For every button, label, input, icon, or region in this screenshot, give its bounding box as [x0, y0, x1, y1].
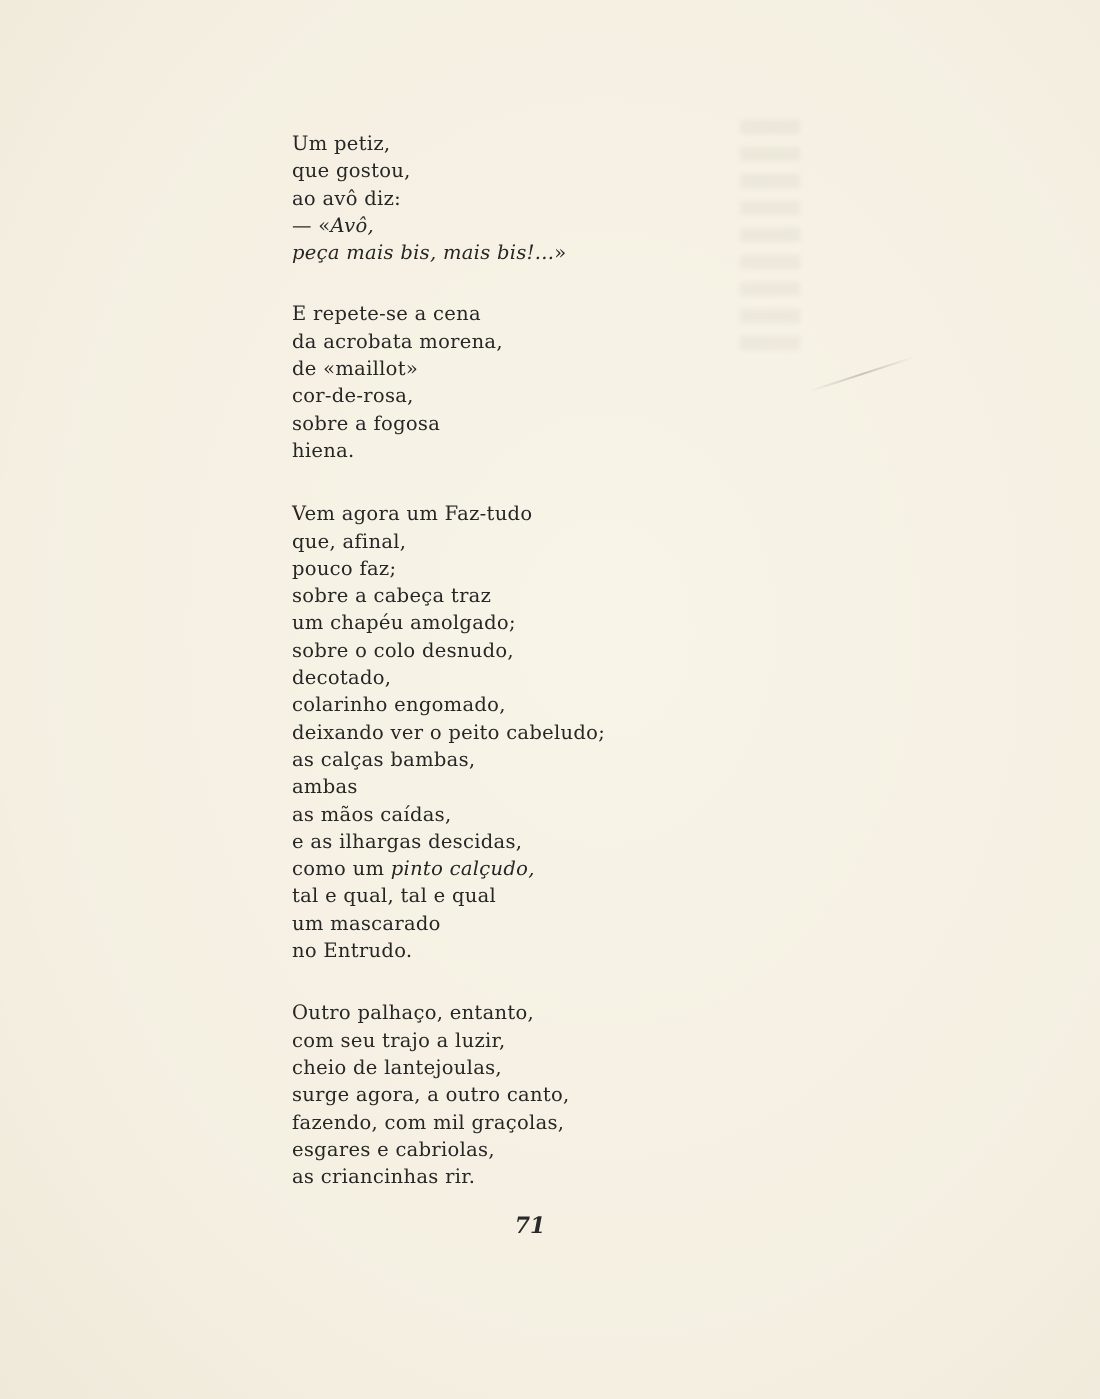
line-text: colarinho engomado,	[292, 693, 506, 717]
poem-line	[292, 1081, 912, 1108]
stanza	[292, 500, 912, 964]
poem-line	[292, 719, 912, 746]
stanza-gap	[292, 266, 912, 300]
line-text: tal e qual, tal e qual	[292, 884, 497, 908]
poem-line	[292, 664, 912, 691]
line-text: um mascarado	[292, 911, 441, 935]
line-text: — «	[292, 213, 331, 237]
poem-line	[292, 239, 912, 266]
line-text: um chapéu amolgado;	[292, 611, 516, 635]
line-text: E repete-se a cena	[292, 302, 481, 326]
poem-line	[292, 1027, 912, 1054]
poem-line	[292, 910, 912, 937]
line-text: cheio de lantejoulas,	[292, 1055, 502, 1079]
poem-line	[292, 355, 912, 382]
stanza	[292, 300, 912, 464]
line-text: no Entrudo.	[292, 939, 413, 963]
italic-text: Avô,	[330, 213, 374, 237]
poem-line	[292, 300, 912, 327]
poem-line	[292, 528, 912, 555]
line-text: e as ilhargas descidas,	[292, 829, 523, 853]
poem-line	[292, 999, 912, 1026]
poem-line	[292, 582, 912, 609]
poem-line	[292, 328, 912, 355]
poem-line	[292, 185, 912, 212]
italic-text: peça mais bis, mais bis!...	[292, 241, 555, 265]
poem-line	[292, 410, 912, 437]
line-text: pouco faz;	[292, 556, 397, 580]
line-text: ao avô diz:	[292, 186, 402, 210]
poem-line	[292, 157, 912, 184]
poem-line	[292, 555, 912, 582]
poem-line	[292, 691, 912, 718]
poem-line	[292, 773, 912, 800]
poem-line	[292, 212, 912, 239]
line-text: que, afinal,	[292, 529, 407, 553]
poem-line	[292, 1109, 912, 1136]
poem-line	[292, 855, 912, 882]
line-text: sobre a cabeça traz	[292, 584, 492, 608]
line-text: Outro palhaço, entanto,	[292, 1001, 535, 1025]
poem-line	[292, 609, 912, 636]
line-text: cor-de-rosa,	[292, 384, 414, 408]
poem-line	[292, 1136, 912, 1163]
poem-line	[292, 437, 912, 464]
line-text: como um	[292, 857, 391, 881]
line-text: de «maillot»	[292, 357, 419, 381]
line-text: Vem agora um Faz-tudo	[292, 502, 533, 526]
poem-line	[292, 1054, 912, 1081]
stanza-gap	[292, 464, 912, 500]
line-text: sobre a fogosa	[292, 411, 441, 435]
stanza-gap	[292, 964, 912, 999]
line-text: com seu trajo a luzir,	[292, 1028, 506, 1052]
line-text: esgares e cabriolas,	[292, 1137, 495, 1161]
poem-line	[292, 937, 912, 964]
italic-text: pinto calçudo,	[390, 857, 535, 881]
poem-line	[292, 130, 912, 157]
line-text: sobre o colo desnudo,	[292, 638, 514, 662]
poem-line	[292, 746, 912, 773]
stanza	[292, 130, 912, 266]
line-text: deixando ver o peito cabeludo;	[292, 720, 606, 744]
line-text: que gostou,	[292, 159, 411, 183]
poem-line	[292, 828, 912, 855]
poem-line	[292, 500, 912, 527]
poem-body	[292, 130, 912, 1190]
line-text: as criancinhas rir.	[292, 1165, 476, 1189]
line-text: hiena.	[292, 438, 355, 462]
line-text: da acrobata morena,	[292, 329, 503, 353]
line-text: ambas	[292, 775, 358, 799]
line-text: surge agora, a outro canto,	[292, 1083, 570, 1107]
poem-line	[292, 637, 912, 664]
line-text: »	[554, 241, 567, 265]
line-text: decotado,	[292, 666, 392, 690]
poem-line	[292, 1163, 912, 1190]
line-text: fazendo, com mil graçolas,	[292, 1110, 565, 1134]
poem-line	[292, 801, 912, 828]
page-number: 71	[514, 1213, 546, 1239]
poem-line	[292, 382, 912, 409]
line-text: as mãos caídas,	[292, 802, 452, 826]
line-text: as calças bambas,	[292, 747, 476, 771]
poem-line	[292, 882, 912, 909]
line-text: Um petiz,	[292, 132, 391, 155]
stanza	[292, 999, 912, 1190]
